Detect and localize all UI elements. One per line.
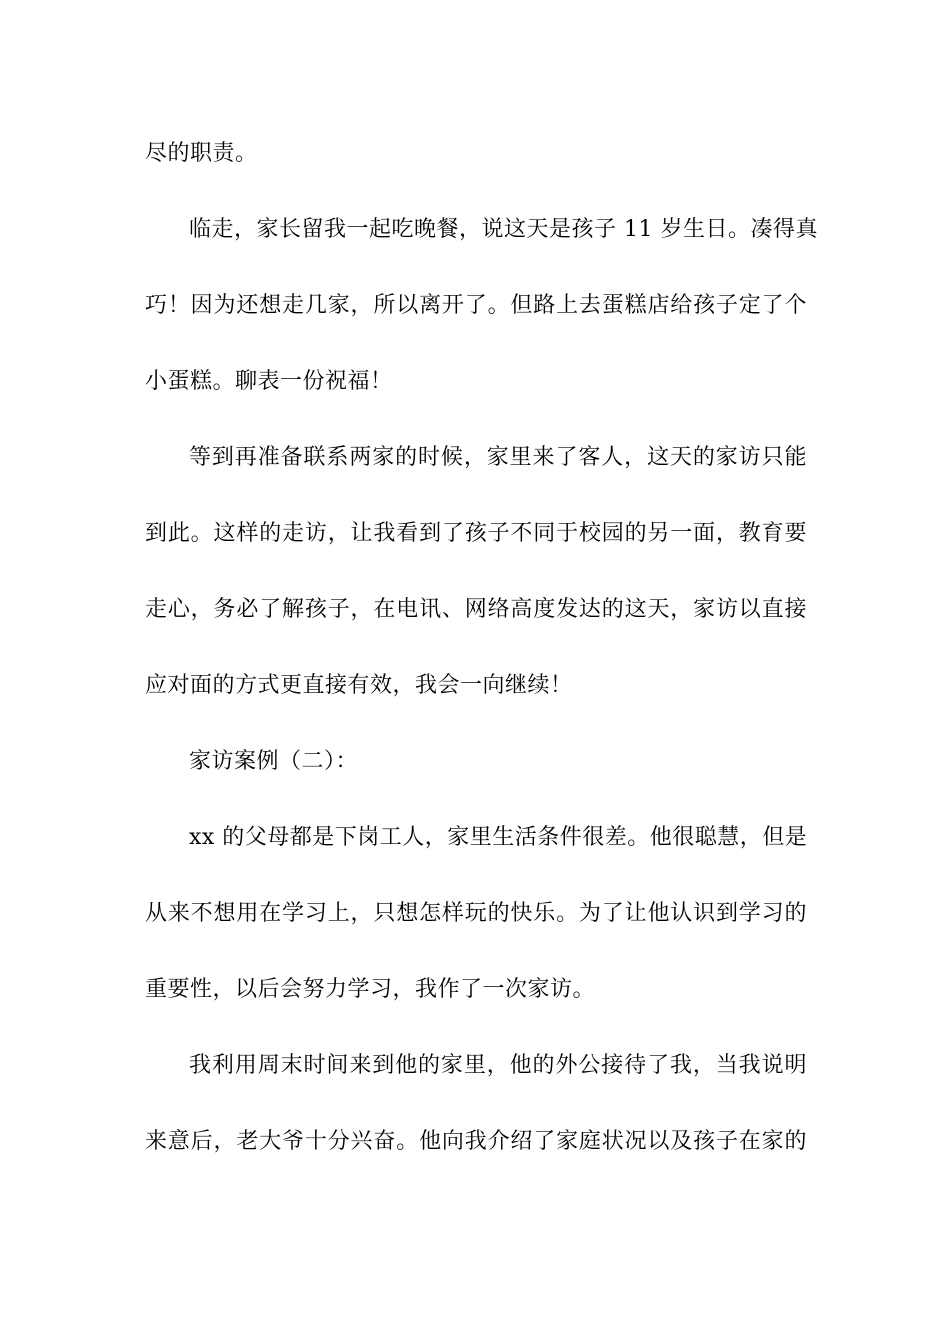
section-heading: 家访案例（二）： (189, 749, 359, 774)
text-line: 应对面的方式更直接有效，我会一向继续！ (145, 673, 573, 698)
paragraph-start-line: 我利用周末时间来到他的家里，他的外公接待了我，当我说明 (189, 1053, 807, 1078)
text-line: 从来不想用在学习上，只想怎样玩的快乐。为了让他认识到学习的 (145, 901, 807, 926)
paragraph-start-line: xx 的父母都是下岗工人，家里生活条件很差。他很聪慧，但是 (189, 825, 808, 850)
document-body (145, 125, 818, 1189)
text-line: 巧！因为还想走几家，所以离开了。但路上去蛋糕店给孩子定了个 (145, 293, 807, 318)
text-line: 小蛋糕。聊表一份祝福！ (145, 369, 393, 394)
text-line: 尽的职责。 (145, 141, 258, 166)
text-line: 重要性，以后会努力学习，我作了一次家访。 (145, 977, 596, 1002)
text-line: 走心，务必了解孩子，在电讯、网络高度发达的这天，家访以直接 (145, 597, 807, 622)
paragraph-start-line: 等到再准备联系两家的时候，家里来了客人，这天的家访只能 (189, 445, 807, 470)
text-line: 到此。这样的走访，让我看到了孩子不同于校园的另一面，教育要 (145, 521, 807, 546)
text-line: 来意后，老大爷十分兴奋。他向我介绍了家庭状况以及孩子在家的 (145, 1129, 807, 1154)
paragraph-start-line: 临走，家长留我一起吃晚餐，说这天是孩子 11 岁生日。凑得真 (189, 217, 818, 242)
